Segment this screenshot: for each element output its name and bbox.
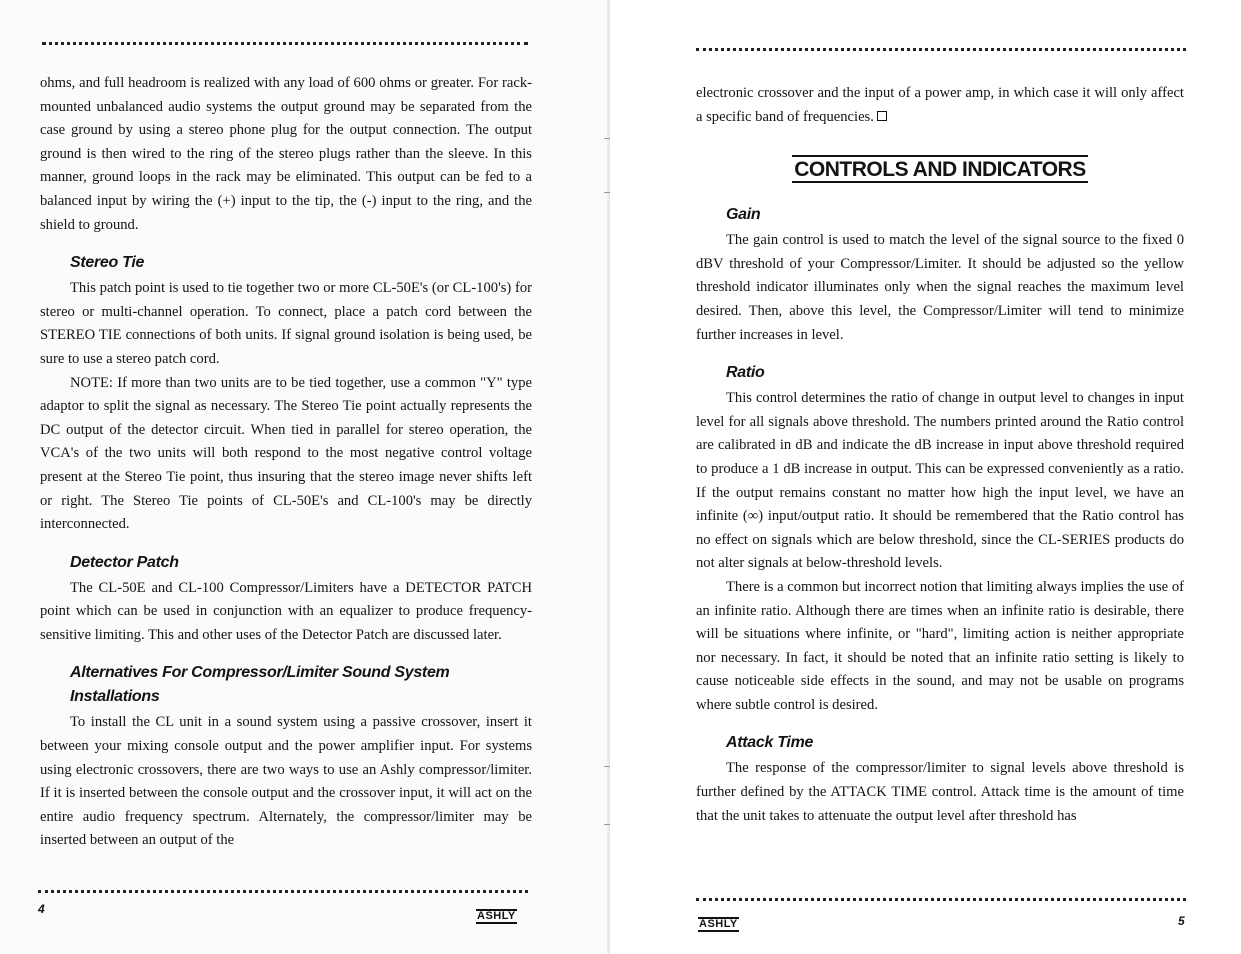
right-page bbox=[610, 0, 1241, 954]
attack-time-heading: Attack Time bbox=[726, 734, 814, 752]
alternatives-paragraph: To install the CL unit in a sound system using a passive crossover, insert it between your mixing console output and the power amplifier input. For systems using electronic crossovers, there are two ways to use an Ashly compressor/limiter. If it is inserted between the console output and the crossover input, it will act on the entire audio frequency spectrum. Alternately, the compressor/limiter may be inserted between an output of the bbox=[40, 714, 532, 849]
ashly-logo: ASHLY bbox=[477, 910, 516, 922]
ashly-logo: ASHLY bbox=[699, 918, 738, 930]
ratio-paragraph-2: There is a common but incorrect notion that limiting always implies the use of an infinite ratio. Although there are times when an infinite ratio is desirable, there will be situations where infinite, or "hard", limiting action is neither appropriate nor necessary. In fact, it should be noted that an infinite ratio setting is likely to cause noticeable side effects in the sound, and may not be usable on programs where subtle control is desired. bbox=[696, 578, 1184, 713]
left-page-number: 4 bbox=[38, 902, 45, 916]
stereo-tie-paragraph-1: This patch point is used to tie together two or more CL-50E's (or CL-100's) for stereo or multi-channel operation. To connect, place a patch cord between the STEREO TIE connections of both units. If signal ground isolation is being used, be sure to use a stereo patch cord. bbox=[40, 280, 532, 367]
left-page-body bbox=[40, 72, 532, 853]
right-intro-paragraph bbox=[696, 82, 1184, 129]
right-intro-text: electronic crossover and the input of a power amp, in which case it will only affect a specific band of frequencies. bbox=[696, 85, 1184, 125]
gain-heading: Gain bbox=[726, 206, 761, 224]
ratio-paragraph-1: This control determines the ratio of change in output level to changes in input level for all signals above threshold. The numbers printed around the Ratio control are calibrated in dB and indicate the dB increase in input above threshold required to produce a 1 dB increase in output. This can be expressed conveniently as a ratio. If the output remains constant no matter how high the input level, we have an infinite (∞) input/output ratio. It should be remembered that the Ratio control has no effect on signals which are below threshold, since the CL-SERIES products do not alter signals at below-threshold levels. bbox=[696, 390, 1184, 572]
ratio-heading: Ratio bbox=[726, 364, 765, 382]
stereo-tie-heading: Stereo Tie bbox=[70, 254, 145, 272]
detector-patch-heading: Detector Patch bbox=[70, 553, 179, 571]
section-title-text: CONTROLS AND INDICATORS bbox=[792, 155, 1087, 183]
bottom-dotted-rule bbox=[696, 898, 1186, 901]
right-page-number: 5 bbox=[1178, 914, 1185, 928]
end-of-section-box-icon bbox=[877, 111, 887, 121]
left-page bbox=[0, 0, 610, 954]
top-dotted-rule bbox=[696, 48, 1186, 51]
top-dotted-rule bbox=[42, 42, 528, 45]
stereo-tie-paragraph-2: NOTE: If more than two units are to be tied together, use a common "Y" type adaptor to split the signal as necessary. The Stereo Tie point actually represents the DC output of the detector circuit. When tied in parallel for stereo operation, the VCA's of the two units will both respond to the most negative control voltage present at the Stereo Tie point, thus insuring that the stereo image never shifts left or right. The Stereo Tie points of CL-50E's and CL-100's may be directly interconnected. bbox=[40, 374, 532, 533]
right-page-body bbox=[696, 82, 1184, 828]
left-intro-paragraph: ohms, and full headroom is realized with any load of 600 ohms or greater. For rack-mounted unbalanced audio systems the output ground may be separated from the case ground by using a stereo phone plug for the output connection. The output ground is then wired to the ring of the stereo plugs rather than the sleeve. In this manner, ground loops in the rack may be eliminated. This output can be fed to a balanced input by wiring the (+) input to the tip, the (-) input to the ring, and the shield to ground. bbox=[40, 75, 532, 233]
attack-time-paragraph: The response of the compressor/limiter to signal levels above threshold is further defined by the ATTACK TIME control. Attack time is the amount of time that the unit takes to attenuate the output level after threshold has bbox=[696, 760, 1184, 824]
alternatives-heading: Alternatives For Compressor/Limiter Sound System Installations bbox=[70, 664, 450, 706]
gain-paragraph: The gain control is used to match the level of the signal source to the fixed 0 dBV threshold of your Compressor/Limiter. It should be adjusted so the yellow threshold indicator illuminates only when the signal reaches the maximum level desired. Then, above this level, the Compressor/Limiter will tend to minimize further increases in level. bbox=[696, 232, 1184, 343]
bottom-dotted-rule bbox=[38, 890, 528, 893]
detector-patch-paragraph: The CL-50E and CL-100 Compressor/Limiters have a DETECTOR PATCH point which can be used in conjunction with an equalizer to produce frequency-sensitive limiting. This and other uses of the Detector Patch are discussed later. bbox=[40, 579, 532, 643]
controls-and-indicators-title bbox=[696, 155, 1184, 183]
